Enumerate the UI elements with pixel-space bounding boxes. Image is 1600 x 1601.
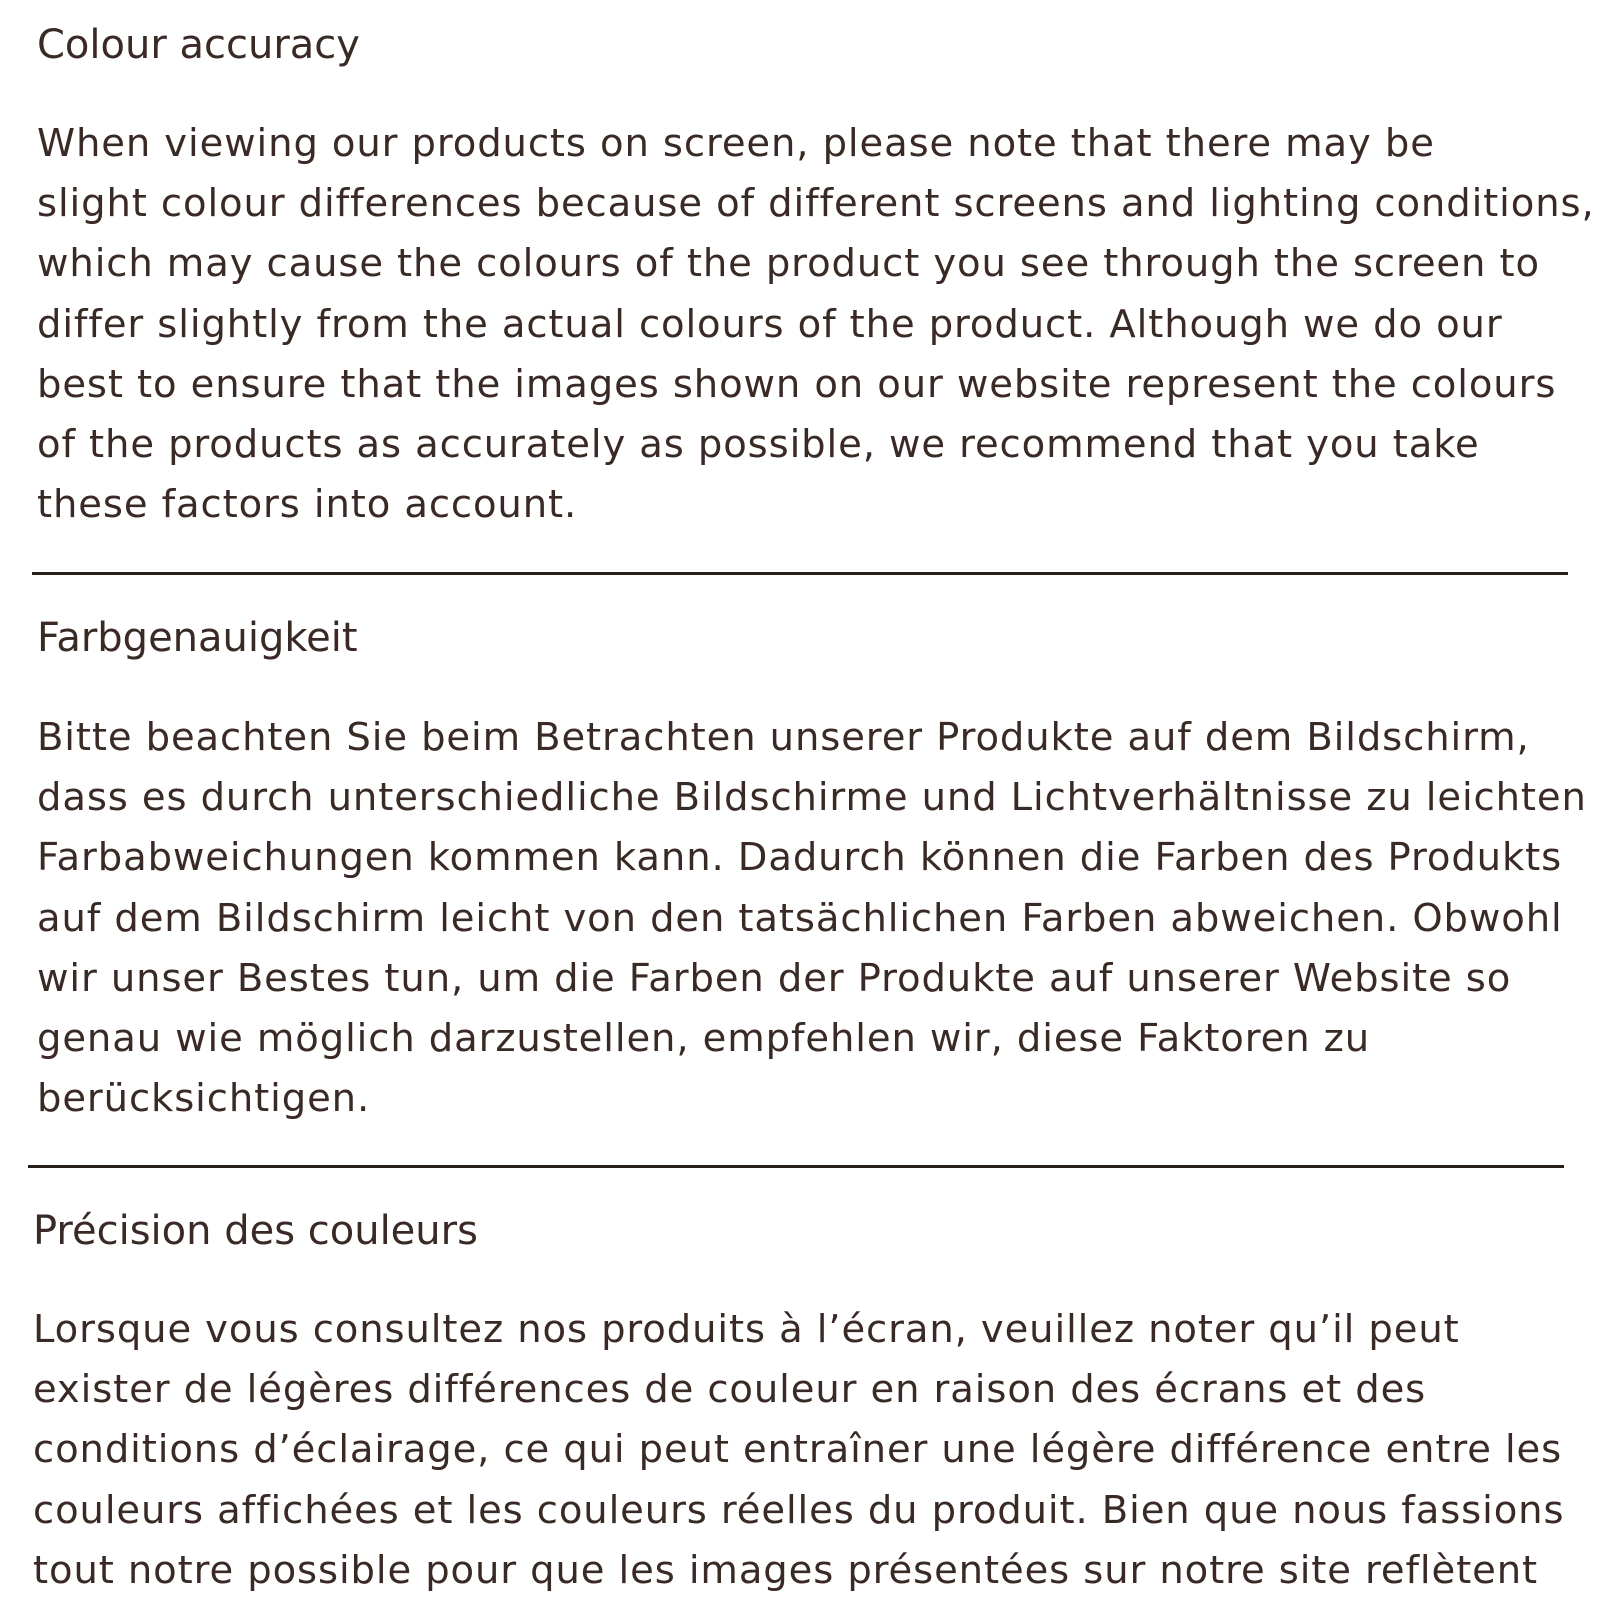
body-line: best to ensure that the images shown on our website represent the colours <box>37 361 1557 407</box>
section-title-english: Colour accuracy <box>37 22 360 68</box>
section-divider <box>28 1165 1564 1168</box>
body-line: tout notre possible pour que les images présentées sur notre site reflètent <box>33 1547 1538 1593</box>
body-line: berücksichtigen. <box>37 1076 371 1122</box>
body-line: differ slightly from the actual colours of the product. Although we do our <box>37 301 1503 347</box>
body-line: of the products as accurately as possible, we recommend that you take <box>37 422 1480 468</box>
section-body-english <box>37 114 1595 535</box>
body-line: When viewing our products on screen, please note that there may be <box>37 121 1435 166</box>
body-line: which may cause the colours of the product you see through the screen to <box>37 241 1540 287</box>
section-title-french: Précision des couleurs <box>33 1208 478 1254</box>
body-line: slight colour differences because of different screens and lighting conditions, <box>37 181 1595 227</box>
body-line: Lorsque vous consultez nos produits à l’écran, veuillez noter qu’il peut <box>33 1307 1460 1352</box>
section-title-german: Farbgenauigkeit <box>37 615 358 661</box>
body-line: auf dem Bildschirm leicht von den tatsächlichen Farben abweichen. Obwohl <box>37 895 1563 941</box>
body-line: wir unser Bestes tun, um die Farben der Produkte auf unserer Website so <box>37 955 1512 1001</box>
body-line: dass es durch unterschiedliche Bildschirme und Lichtverhältnisse zu leichten <box>37 775 1587 821</box>
section-body-german <box>37 708 1587 1129</box>
body-line: genau wie möglich darzustellen, empfehlen wir, diese Faktoren zu <box>37 1016 1371 1062</box>
body-line: Farbabweichungen kommen kann. Dadurch können die Farben des Produkts <box>37 835 1563 881</box>
section-body-french <box>33 1300 1564 1601</box>
body-line: these factors into account. <box>37 482 578 528</box>
body-line: exister de légères différences de couleur en raison des écrans et des <box>33 1367 1427 1413</box>
section-divider <box>32 572 1568 575</box>
body-line: couleurs affichées et les couleurs réelles du produit. Bien que nous fassions <box>33 1487 1565 1533</box>
body-line: Bitte beachten Sie beim Betrachten unserer Produkte auf dem Bildschirm, <box>37 715 1530 760</box>
body-line: conditions d’éclairage, ce qui peut entraîner une légère différence entre les <box>33 1427 1563 1473</box>
